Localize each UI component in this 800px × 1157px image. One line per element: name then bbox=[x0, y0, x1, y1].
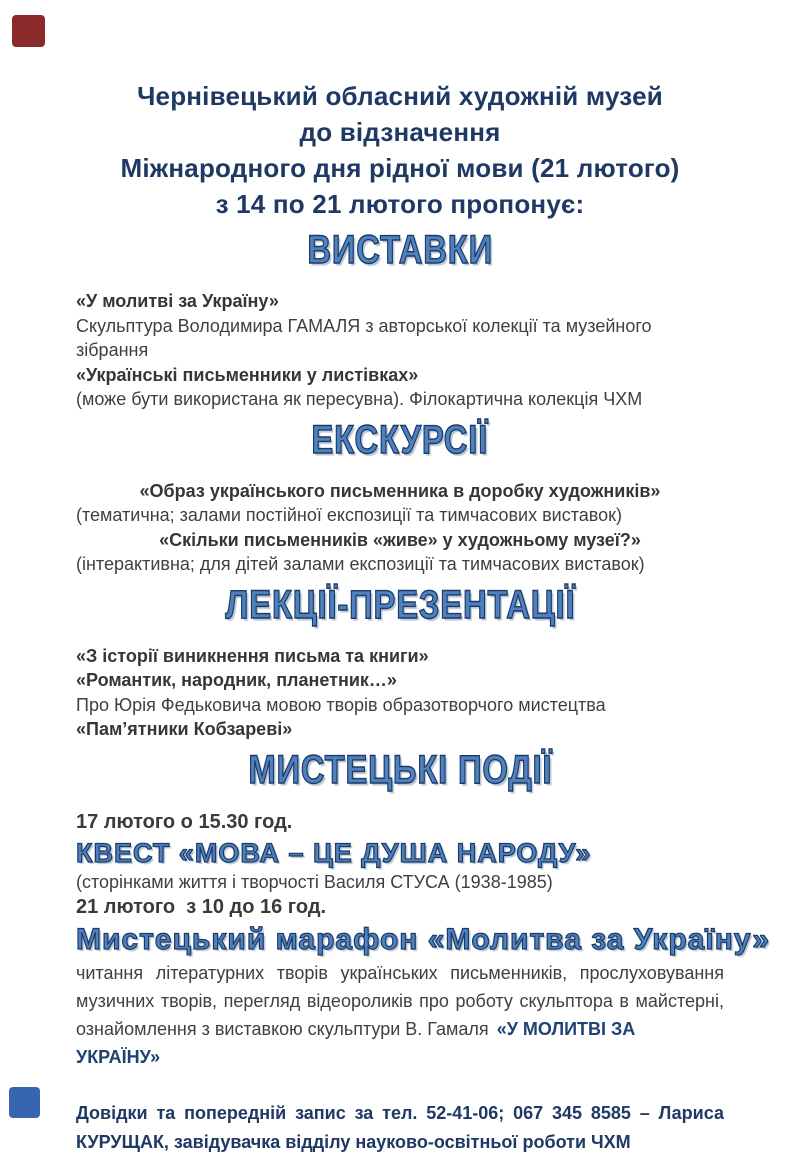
excursion-2-description: (інтерактивна; для дітей залами експозиції та тимчасових виставок) bbox=[76, 554, 645, 574]
contact-block bbox=[76, 1099, 724, 1157]
marathon-paragraph-line-2: музичних творів, перегляд відеороликів про роботу скульптора в майстерні, bbox=[76, 991, 724, 1011]
exhibition-2-description: (може бути використана як пересувна). Філокартична колекція ЧХМ bbox=[76, 389, 643, 409]
excursion-2-title: «Скільки письменників «живе» у художньому музеї?» bbox=[159, 529, 641, 550]
marathon-paragraph-line-1: читання літературних творів українських письменників, прослуховування bbox=[76, 963, 724, 983]
marathon-paragraph-line-3 bbox=[76, 1015, 724, 1071]
page-corner-mark-blue bbox=[9, 1087, 40, 1118]
excursion-1-title: «Образ українського письменника в доробку художників» bbox=[139, 480, 661, 501]
page-title-line-3: Міжнародного дня рідної мови (21 лютого) bbox=[120, 153, 680, 183]
section-lectures-title-row bbox=[76, 583, 724, 636]
marathon-paragraph-highlight: «У МОЛИТВІ ЗА УКРАЇНУ» bbox=[76, 1019, 636, 1067]
lecture-1-title: «З історії виникнення письма та книги» bbox=[76, 645, 429, 666]
contact-line-2: КУРУЩАК, завідувачка відділу науково-освітньої роботи ЧХМ bbox=[76, 1132, 631, 1152]
event-1-quest-title: КВЕСТ «МОВА – ЦЕ ДУША НАРОДУ» bbox=[76, 837, 592, 868]
section-lectures-title: ЛЕКЦІЇ-ПРЕЗЕНТАЦІЇ bbox=[225, 582, 575, 627]
section-events-title-row bbox=[76, 748, 724, 801]
exhibition-1-description: Скульптура Володимира ГАМАЛЯ з авторської колекції та музейного зібрання bbox=[76, 315, 652, 360]
event-2-datetime: 21 лютого з 10 до 16 год. bbox=[76, 896, 327, 918]
event-2-marathon-title: Мистецький марафон «Молитва за Україну» bbox=[76, 923, 771, 956]
page-title-line-4: з 14 по 21 лютого пропонує: bbox=[215, 189, 585, 219]
page-title-line-2: до відзначення bbox=[299, 117, 501, 147]
excursion-1-description: (тематична; залами постійної експозиції та тимчасових виставок) bbox=[76, 505, 623, 525]
contact-line-1: Довідки та попередній запис за тел. 52-41-06; 067 345 8585 – Лариса bbox=[76, 1103, 724, 1123]
section-exhibitions-title: ВИСТАВКИ bbox=[307, 228, 493, 272]
exhibition-1-title: «У молитві за Україну» bbox=[76, 291, 279, 311]
section-excursions-title-row bbox=[76, 418, 724, 471]
section-excursions-title: ЕКСКУРСІЇ bbox=[311, 417, 489, 462]
exhibition-2-title: «Українські письменники у листівках» bbox=[76, 364, 419, 385]
marathon-paragraph-line-3-text: ознайомлення з виставкою скульптури В. Гамаля bbox=[76, 1019, 489, 1039]
section-events-title: МИСТЕЦЬКІ ПОДІЇ bbox=[248, 747, 552, 792]
event-1-note: (сторінками життя і творчості Василя СТУСА (1938-1985) bbox=[76, 871, 553, 892]
section-exhibitions-title-row bbox=[76, 228, 724, 281]
lecture-2-description: Про Юрія Федьковича мовою творів образотворчого мистецтва bbox=[76, 694, 606, 715]
lecture-2-title: «Романтик, народник, планетник…» bbox=[76, 670, 397, 690]
page-corner-mark-red bbox=[12, 15, 45, 47]
event-1-datetime: 17 лютого о 15.30 год. bbox=[76, 810, 293, 833]
lecture-3-title: «Пам’ятники Кобзареві» bbox=[76, 719, 293, 739]
page-title-line-1: Чернівецький обласний художній музей bbox=[137, 81, 663, 111]
